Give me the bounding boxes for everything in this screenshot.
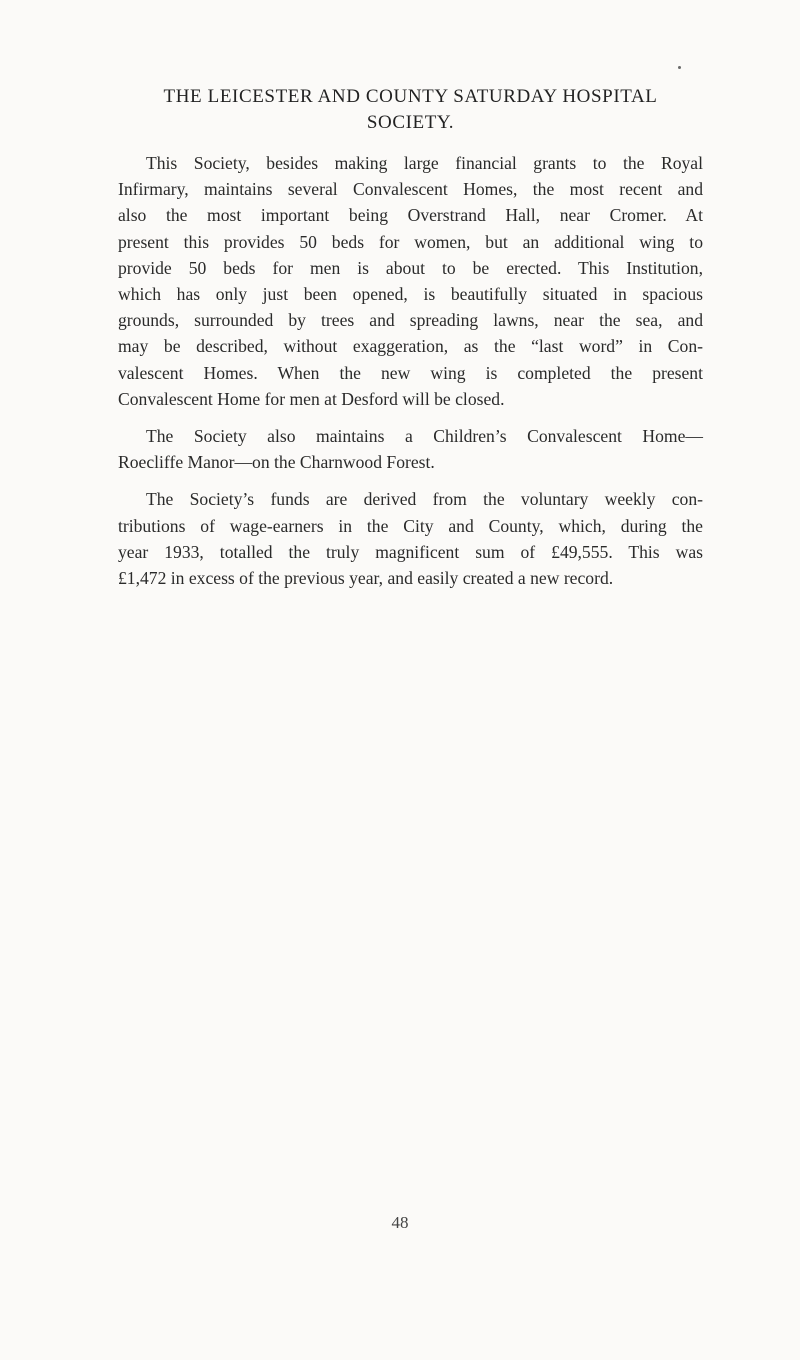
title-line-1: THE LEICESTER AND COUNTY SATURDAY HOSPITAL <box>163 86 658 107</box>
paragraph-line: provide 50 beds for men is about to be erected. This Institution, <box>118 257 703 278</box>
page-number: 48 <box>391 1213 409 1232</box>
paragraph-line: tributions of wage-earners in the City and County, which, during the <box>118 515 703 536</box>
paragraph-children-home <box>118 423 703 475</box>
paragraph-line: £1,472 in excess of the previous year, and easily created a new record. <box>118 568 614 589</box>
ink-speck <box>678 66 681 69</box>
paragraph-line: grounds, surrounded by trees and spreading lawns, near the sea, and <box>118 310 703 331</box>
paragraph-line: which has only just been opened, is beautifully situated in spacious <box>118 284 703 305</box>
paragraph-overstrand <box>118 150 703 412</box>
page-title <box>118 84 703 136</box>
paragraph-line: The Society’s funds are derived from the voluntary weekly con- <box>146 489 703 510</box>
paragraph-line: year 1933, totalled the truly magnificent sum of £49,555. This was <box>118 541 703 562</box>
paragraph-line: The Society also maintains a Children’s Convalescent Home— <box>146 426 703 447</box>
paragraph-line: valescent Homes. When the new wing is completed the present <box>118 362 703 383</box>
paragraph-line: Roecliffe Manor—on the Charnwood Forest. <box>118 452 435 473</box>
paragraph-line: Convalescent Home for men at Desford will be closed. <box>118 388 505 409</box>
paragraph-line: also the most important being Overstrand Hall, near Cromer. At <box>118 205 703 226</box>
paragraph-line: present this provides 50 beds for women, but an additional wing to <box>118 231 703 252</box>
document-page <box>118 84 703 602</box>
paragraph-funds <box>118 486 703 591</box>
title-line-2: SOCIETY. <box>366 112 455 133</box>
paragraph-line: may be described, without exaggeration, as the “last word” in Con- <box>118 336 703 357</box>
paragraph-line: Infirmary, maintains several Convalescent Homes, the most recent and <box>118 179 703 200</box>
paragraph-line: This Society, besides making large financial grants to the Royal <box>146 153 703 173</box>
